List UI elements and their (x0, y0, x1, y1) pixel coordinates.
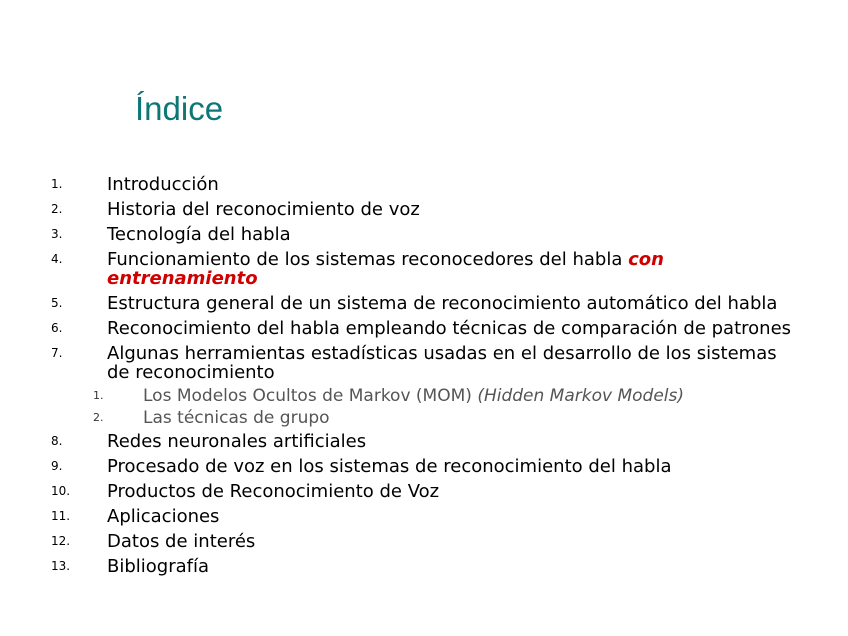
item-number: 1. (51, 177, 63, 191)
subitem-text-container (143, 385, 793, 407)
item-text: Datos de interés (107, 531, 256, 552)
item-text: Tecnología del habla (107, 224, 291, 245)
list-item (0, 554, 848, 579)
subitem-number: 2. (93, 411, 104, 424)
subitem-italic: (Hidden Markov Models) (477, 386, 684, 406)
item-emphasis: con entrenamiento (107, 249, 664, 289)
item-number: 11. (51, 509, 71, 523)
subitem-text: Los Modelos Ocultos de Markov (MOM) (143, 386, 478, 406)
list-item (0, 479, 848, 504)
item-text: Bibliografía (107, 556, 210, 577)
item-text: Productos de Reconocimiento de Voz (107, 481, 440, 502)
item-number: 12. (51, 534, 71, 548)
item-number: 13. (51, 559, 71, 573)
list-item (0, 222, 848, 247)
list-item (0, 429, 848, 454)
list-item (0, 504, 848, 529)
list-item (0, 529, 848, 554)
sub-list-item (0, 407, 848, 429)
item-text: Introducción (107, 174, 219, 195)
list-item (0, 341, 848, 385)
index-list (0, 172, 848, 579)
item-text-container (107, 247, 797, 291)
list-item (0, 454, 848, 479)
item-number: 5. (51, 296, 63, 310)
item-number: 3. (51, 227, 63, 241)
item-number: 4. (51, 252, 63, 266)
item-number: 10. (51, 484, 71, 498)
item-text: Estructura general de un sistema de reconocimiento automático del habla (107, 293, 778, 314)
sub-list-item (0, 385, 848, 407)
subitem-number: 1. (93, 389, 104, 402)
list-item (0, 197, 848, 222)
item-text: Redes neuronales artificiales (107, 431, 367, 452)
item-text: Historia del reconocimiento de voz (107, 199, 420, 220)
item-text: Reconocimiento del habla empleando técnicas de comparación de patrones (107, 318, 792, 339)
item-text: Algunas herramientas estadísticas usadas en el desarrollo de los sistemas de reconocimiento (107, 343, 777, 383)
item-number: 7. (51, 346, 63, 360)
subitem-text: Las técnicas de grupo (143, 408, 330, 428)
list-item (0, 172, 848, 197)
list-item (0, 247, 848, 291)
item-number: 9. (51, 459, 63, 473)
item-number: 8. (51, 434, 63, 448)
item-text: Funcionamiento de los sistemas reconocedores del habla (107, 249, 629, 270)
item-text: Aplicaciones (107, 506, 220, 527)
item-number: 2. (51, 202, 63, 216)
list-item (0, 291, 848, 316)
slide-title: Índice (135, 90, 224, 127)
item-number: 6. (51, 321, 63, 335)
item-text: Procesado de voz en los sistemas de reconocimiento del habla (107, 456, 672, 477)
list-item (0, 316, 848, 341)
